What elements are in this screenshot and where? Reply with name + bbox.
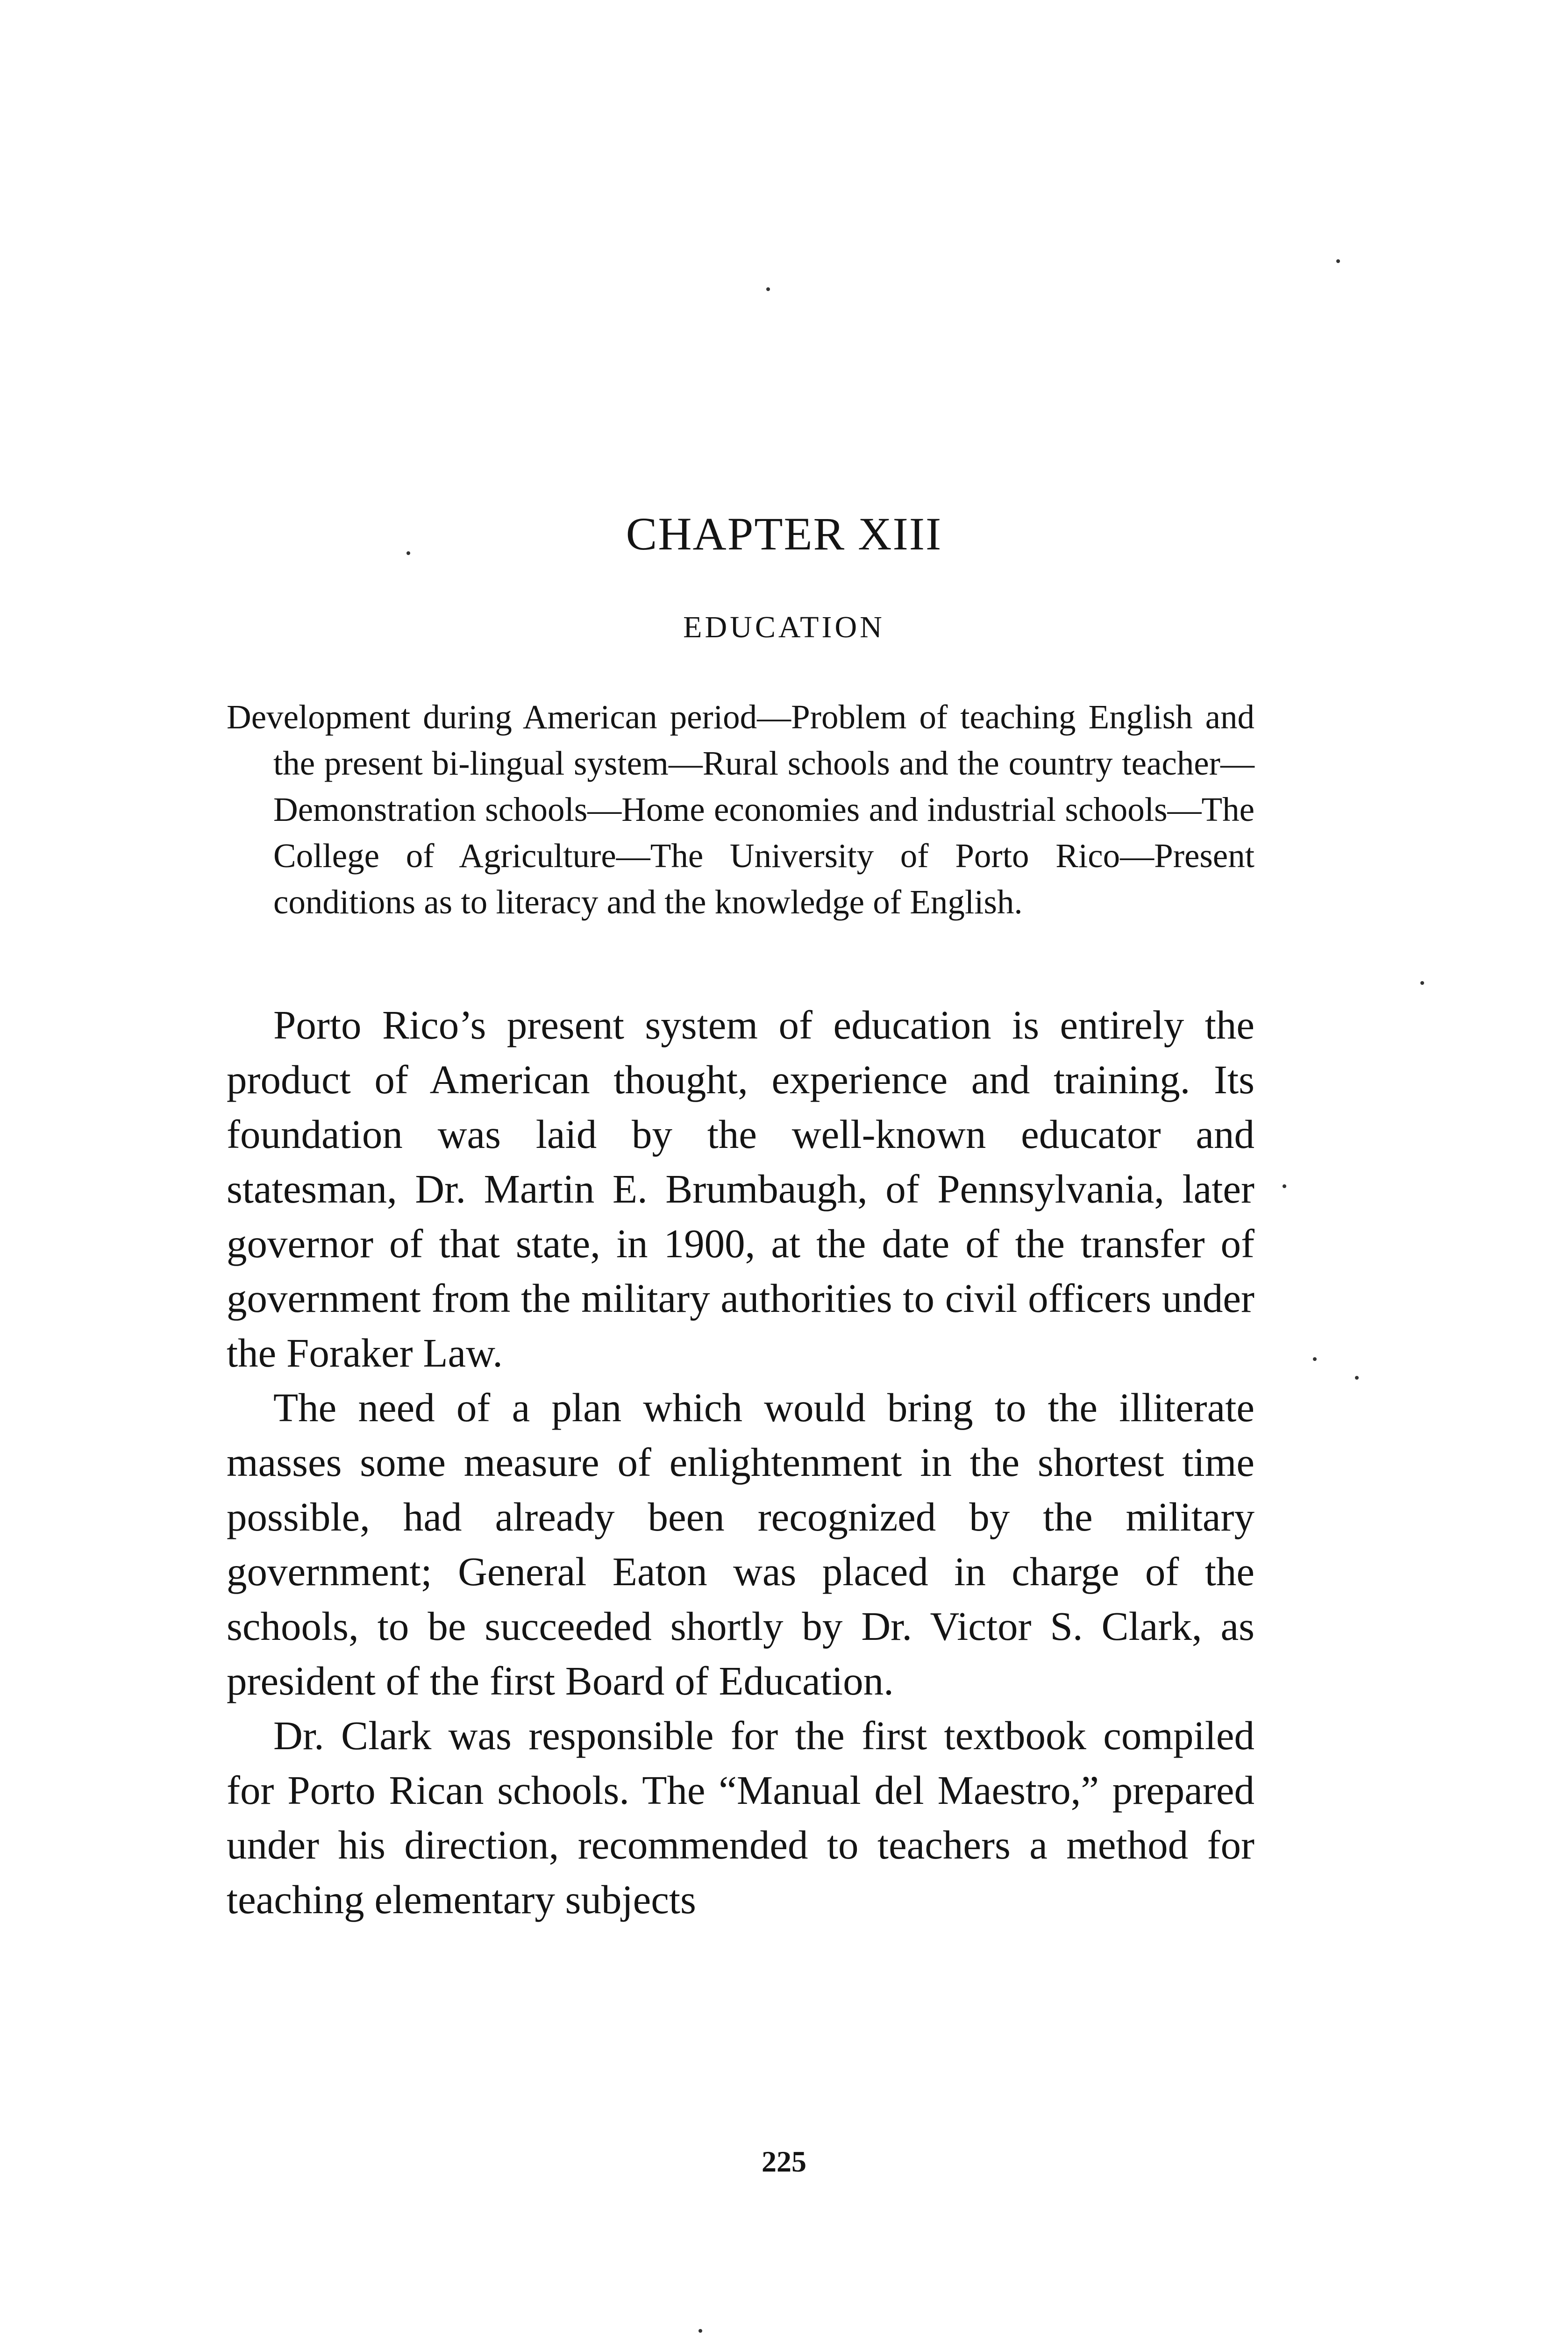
scan-speck xyxy=(1355,1376,1359,1380)
scan-speck xyxy=(1420,981,1424,985)
scan-speck xyxy=(1313,1357,1317,1361)
scan-speck xyxy=(1336,259,1340,263)
paragraph: Porto Rico’s present system of education is entirely the product of American thought, experience and training. Its foundation was laid by the well-known educator and statesman, Dr. Martin E. Brumbaugh, of Pennsylvania, later governor of that state, in 1900, at the date of the transfer of government from the military authorities to civil officers under the Foraker Law. xyxy=(227,1002,1254,1375)
chapter-title: CHAPTER XIII xyxy=(626,508,942,560)
scan-speck xyxy=(1283,1184,1286,1188)
page-number: 225 xyxy=(762,2145,806,2178)
paragraph: The need of a plan which would bring to the illiterate masses some measure of enlightenment in the shortest time possible, had already been recognized by the military government; General Eaton was placed in charge of the schools, to be succeeded shortly by Dr. Victor S. Clark, as president of the first Board of Education. xyxy=(227,1385,1254,1703)
chapter-synopsis: Development during American period—Problem of teaching English and the present bi-lingual system—Rural schools and the country teacher—Demonstration schools—Home economies and industrial schools—The College of Agriculture—The University of Porto Rico—Present conditions as to literacy and the knowledge of English. xyxy=(227,698,1254,921)
scan-speck xyxy=(406,551,410,555)
paragraph: Dr. Clark was responsible for the first textbook compiled for Porto Rican schools. The “Manual del Maestro,” prepared under his direction, recommended to teachers a method for teaching elementary subjects xyxy=(227,1713,1254,1922)
body-text xyxy=(227,997,1254,1927)
scan-speck xyxy=(766,287,770,291)
chapter-subtitle: EDUCATION xyxy=(683,610,885,644)
scan-speck xyxy=(698,2329,702,2333)
